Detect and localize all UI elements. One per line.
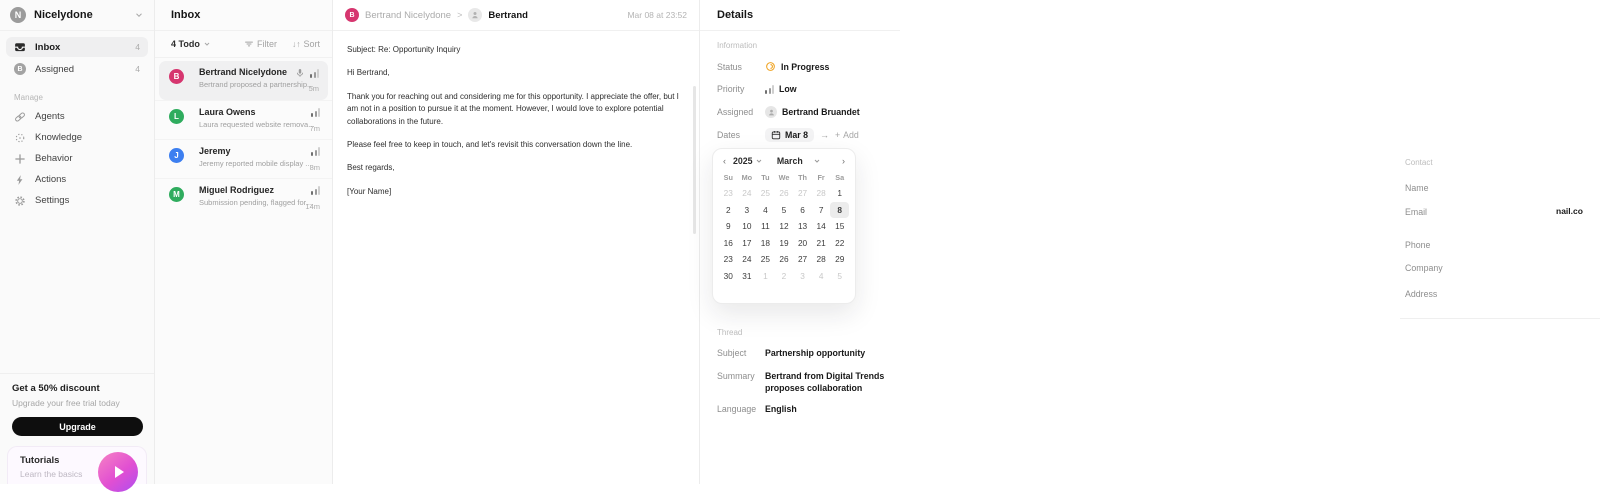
conversation-preview: Laura requested website remova... — [199, 120, 315, 129]
calendar-month: March — [776, 156, 803, 166]
thread-panel — [333, 0, 700, 484]
filter-button[interactable] — [244, 39, 277, 49]
calendar-day[interactable]: 12 — [779, 221, 789, 231]
assigned-badge-icon: B — [14, 63, 26, 75]
play-icon — [115, 466, 124, 478]
priority-label: Priority — [717, 84, 745, 94]
email-closing: Best regards, — [347, 163, 395, 173]
summary-label: Summary — [717, 371, 755, 381]
calendar-day[interactable]: 4 — [818, 270, 824, 281]
calendar-day[interactable]: 2 — [781, 270, 787, 281]
conversation-time: 5m — [308, 84, 319, 93]
sidebar-item-actions[interactable] — [0, 169, 154, 190]
calendar-day[interactable]: 21 — [816, 237, 826, 248]
plus-icon: + — [834, 130, 841, 140]
calendar-day[interactable]: 15 — [835, 221, 845, 231]
breadcrumb-from[interactable]: Bertrand Nicelydone — [365, 9, 452, 21]
sidebar-item-inbox[interactable] — [6, 37, 148, 57]
subject-value: Partnership opportunity — [765, 348, 866, 358]
tutorials-subtitle: Learn the basics — [20, 469, 83, 479]
contact-section-label: Contact — [1405, 158, 1433, 167]
email-paragraph: Please feel free to keep in touch, and let's revisit this conversation down the line. — [347, 139, 633, 149]
divider — [1400, 318, 1600, 319]
assigned-count-badge: 4 — [135, 64, 140, 74]
gear-icon — [14, 195, 26, 207]
calendar-grid — [719, 185, 849, 284]
status-label: Status — [717, 61, 742, 72]
sidebar-item-knowledge[interactable] — [0, 127, 154, 148]
calendar-day[interactable]: 23 — [723, 254, 733, 264]
sort-icon: ↓↑ — [291, 39, 301, 49]
avatar: B — [169, 69, 184, 84]
calendar-day[interactable]: 19 — [779, 237, 789, 248]
calendar-day[interactable]: 8 — [830, 202, 849, 219]
calendar-day[interactable]: 25 — [760, 188, 771, 198]
inbox-list-panel — [155, 0, 333, 484]
conversation-list-item[interactable] — [155, 178, 332, 217]
sidebar-item-assigned[interactable] — [6, 59, 148, 79]
avatar: L — [169, 109, 184, 124]
upgrade-button[interactable]: Upgrade — [12, 417, 143, 436]
calendar-day[interactable]: 26 — [779, 188, 789, 198]
calendar-day[interactable]: 27 — [797, 188, 808, 198]
assigned-value: Bertrand Bruandet — [782, 107, 860, 117]
mic-icon — [295, 68, 305, 78]
scrollbar[interactable] — [693, 86, 696, 234]
calendar-day[interactable]: 7 — [818, 204, 824, 215]
in-progress-icon — [765, 61, 776, 72]
tutorials-card[interactable] — [7, 446, 147, 484]
calendar-month-select[interactable] — [777, 156, 821, 166]
manage-section-label: Manage — [14, 93, 43, 102]
filter-icon — [244, 39, 254, 49]
email-label: Email — [1405, 207, 1427, 217]
dates-row — [717, 128, 890, 142]
calendar-day[interactable]: 25 — [760, 254, 771, 264]
inbox-count-badge: 4 — [135, 42, 140, 52]
link-icon — [14, 111, 26, 123]
calendar-day[interactable]: 6 — [800, 204, 805, 215]
priority-row[interactable] — [717, 84, 890, 94]
sidebar-item-label: Knowledge — [35, 132, 83, 143]
conversation-list-item[interactable] — [155, 100, 332, 139]
sidebar-item-agents[interactable] — [0, 106, 154, 127]
thread-section-label: Thread — [717, 328, 743, 337]
upgrade-promo — [0, 373, 154, 444]
calendar-day[interactable]: 9 — [725, 221, 731, 231]
calendar-day-header: Su — [723, 173, 733, 182]
calendar-day[interactable]: 27 — [797, 254, 808, 264]
sidebar-item-label: Agents — [35, 111, 65, 122]
calendar-day[interactable]: 18 — [760, 237, 771, 248]
calendar-day[interactable]: 3 — [744, 204, 750, 215]
calendar-year-select[interactable] — [733, 156, 763, 166]
sparkle-dashed-icon — [14, 132, 26, 144]
calendar-day[interactable]: 28 — [816, 188, 826, 198]
filter-button-label: Filter — [256, 39, 277, 49]
calendar-day[interactable]: 26 — [779, 254, 789, 264]
sort-button[interactable] — [292, 39, 320, 49]
dates-label: Dates — [717, 130, 740, 140]
sidebar-item-label: Assigned — [35, 63, 75, 75]
name-label: Name — [1405, 183, 1429, 193]
add-label: Add — [843, 130, 859, 140]
chevron-down-icon — [203, 40, 211, 48]
calendar-day[interactable]: 24 — [742, 254, 752, 264]
email-signature: [Your Name] — [347, 186, 392, 196]
summary-row — [717, 371, 890, 395]
arrow-right-icon: → — [819, 130, 829, 140]
conversation-name: Jeremy — [199, 146, 231, 156]
sidebar-item-label: Settings — [35, 195, 70, 206]
priority-value: Low — [779, 84, 797, 94]
calendar-day[interactable]: 31 — [742, 270, 752, 281]
conversation-name: Miguel Rodriguez — [199, 185, 274, 195]
date-chip[interactable] — [765, 128, 814, 142]
promo-subtitle: Upgrade your free trial today — [12, 398, 120, 408]
sort-button-label: Sort — [303, 39, 320, 49]
sidebar-item-behavior[interactable] — [0, 148, 154, 169]
conversation-time: 14m — [305, 202, 320, 211]
signal-bars-icon — [310, 69, 319, 78]
sidebar-item-label: Behavior — [35, 153, 73, 164]
calendar-day-header: We — [778, 173, 790, 182]
promo-title: Get a 50% discount — [12, 383, 100, 394]
breadcrumb-separator: > — [457, 10, 463, 20]
details-title: Details — [717, 9, 754, 21]
calendar-day[interactable]: 5 — [837, 270, 843, 281]
conversation-preview: Bertrand proposed a partnership... — [199, 80, 314, 89]
avatar: B — [345, 8, 359, 22]
calendar-day[interactable]: 24 — [742, 188, 752, 198]
add-end-date-button[interactable] — [835, 130, 859, 140]
person-avatar-icon — [468, 8, 482, 22]
calendar-day[interactable]: 30 — [723, 270, 733, 281]
language-label: Language — [717, 404, 757, 414]
subject-row — [717, 348, 890, 358]
conversation-preview: Jeremy reported mobile display ... — [199, 159, 312, 168]
play-button[interactable] — [98, 452, 138, 492]
conversation-list-item[interactable] — [159, 61, 328, 100]
sidebar — [0, 0, 155, 484]
date-picker-popup — [712, 148, 856, 304]
sidebar-item-label: Actions — [35, 174, 67, 185]
conversation-time: 7m — [309, 124, 320, 133]
conversation-preview: Submission pending, flagged for... — [199, 198, 312, 207]
conversation-list-item[interactable] — [155, 139, 332, 178]
conversation-time: 8m — [309, 163, 320, 172]
company-label: Company — [1405, 263, 1443, 273]
calendar-day[interactable]: 5 — [781, 204, 787, 215]
person-avatar-icon — [765, 106, 777, 118]
calendar-day[interactable]: 10 — [742, 221, 752, 231]
chevron-down-icon — [813, 157, 821, 165]
email-subject-line: Subject: Re: Opportunity Inquiry — [347, 45, 461, 54]
sidebar-item-label: Inbox — [35, 41, 61, 53]
workspace-switcher[interactable] — [0, 0, 154, 31]
inbox-panel-title: Inbox — [171, 9, 201, 21]
calendar-icon — [771, 130, 781, 140]
tutorials-title: Tutorials — [20, 455, 60, 466]
calendar-year: 2025 — [733, 156, 753, 166]
status-row[interactable] — [717, 61, 890, 72]
sidebar-item-settings[interactable] — [0, 190, 154, 211]
information-section-label: Information — [717, 41, 758, 50]
calendar-day-header: Fr — [817, 173, 825, 182]
language-value: English — [765, 404, 797, 414]
avatar: M — [169, 187, 184, 202]
calendar-prev-button[interactable]: ‹ — [723, 156, 726, 166]
calendar-day[interactable]: 4 — [763, 204, 768, 215]
todo-filter-dropdown[interactable] — [171, 39, 211, 49]
subject-label: Subject — [717, 348, 747, 358]
calendar-day[interactable]: 3 — [800, 270, 805, 281]
language-row — [717, 404, 890, 414]
calendar-day[interactable]: 1 — [837, 188, 843, 198]
workspace-name: Nicelydone — [34, 9, 93, 21]
todo-filter-label: 4 Todo — [171, 39, 200, 49]
avatar: J — [169, 148, 184, 163]
assigned-row[interactable] — [717, 106, 890, 118]
conversation-name: Bertrand Nicelydone — [199, 67, 288, 77]
chevron-down-icon — [134, 10, 144, 20]
calendar-day-header: Th — [798, 173, 808, 182]
thread-timestamp: Mar 08 at 23:52 — [627, 10, 687, 20]
phone-label: Phone — [1405, 240, 1431, 250]
assigned-label: Assigned — [717, 107, 754, 117]
calendar-day-header: Sa — [835, 173, 845, 182]
email-greeting: Hi Bertrand, — [347, 68, 390, 78]
lightning-icon — [14, 174, 26, 186]
status-value: In Progress — [781, 61, 830, 72]
signal-bars-icon — [311, 147, 320, 156]
calendar-day[interactable]: 13 — [797, 221, 808, 231]
calendar-day[interactable]: 20 — [797, 237, 808, 248]
summary-value: Bertrand from Digital Trends proposes collaboration — [765, 371, 885, 393]
calendar-day[interactable]: 28 — [816, 254, 826, 264]
signal-bars-icon — [311, 186, 320, 195]
calendar-day[interactable]: 22 — [835, 237, 845, 248]
priority-bars-icon — [765, 85, 774, 94]
calendar-day[interactable]: 29 — [835, 254, 845, 264]
inbox-icon — [14, 41, 26, 53]
calendar-day[interactable]: 23 — [723, 188, 733, 198]
calendar-day[interactable]: 1 — [763, 270, 768, 281]
email-value: nail.co — [1556, 206, 1583, 216]
calendar-day[interactable]: 16 — [723, 237, 733, 248]
calendar-day[interactable]: 14 — [816, 221, 826, 231]
calendar-day[interactable]: 11 — [761, 221, 770, 231]
address-label: Address — [1405, 289, 1438, 299]
email-body — [333, 31, 699, 222]
signal-bars-icon — [311, 108, 320, 117]
calendar-day[interactable]: 2 — [725, 204, 731, 215]
conversation-name: Laura Owens — [199, 107, 256, 117]
calendar-day[interactable]: 17 — [742, 237, 752, 248]
breadcrumb-to[interactable]: Bertrand — [488, 9, 528, 21]
date-chip-label: Mar 8 — [785, 130, 808, 140]
calendar-day-header: Mo — [741, 173, 753, 182]
calendar-day-header: Tu — [761, 173, 770, 182]
calendar-day-headers — [719, 171, 849, 185]
chevron-down-icon — [755, 157, 763, 165]
plus-sparkle-icon — [14, 153, 26, 165]
calendar-next-button[interactable]: › — [842, 156, 845, 166]
email-paragraph: Thank you for reaching out and considering me for this opportunity. I appreciate the offer, but I am not in a position to pursue it at the moment. However, I would love to explore potential collaborations in the future. — [347, 91, 679, 126]
workspace-logo: N — [10, 7, 26, 23]
